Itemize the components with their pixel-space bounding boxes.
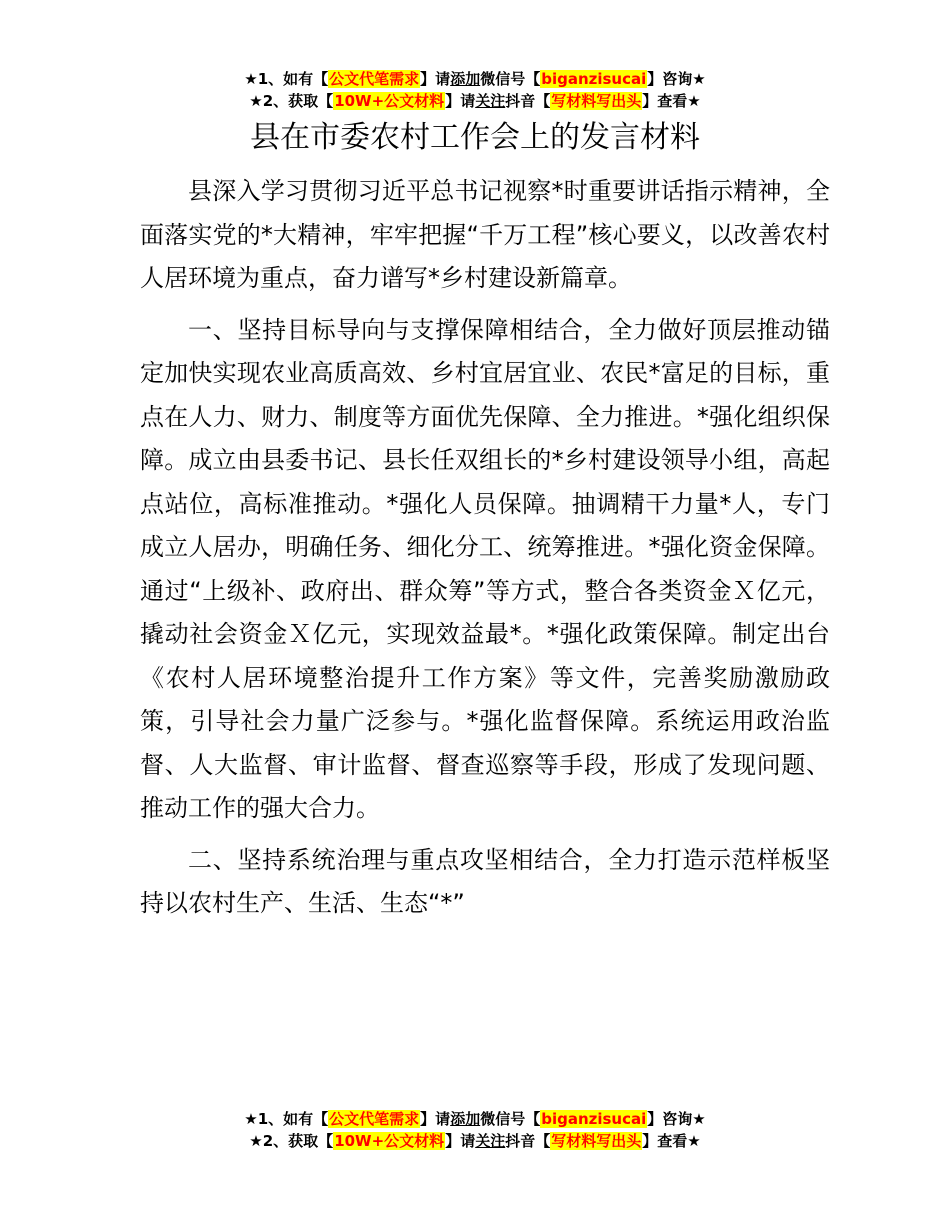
banner-highlight: 写材料写出头	[551, 92, 642, 110]
banner-underline: 添加	[450, 70, 481, 88]
banner-text: 】咨询★	[647, 70, 706, 88]
document-title: 县在市委农村工作会上的发言材料	[250, 120, 700, 155]
banner-line-1	[0, 68, 950, 90]
paragraph-section-1: 一、坚持目标导向与支撑保障相结合，全力做好顶层推动锚定加快实现农业高质高效、乡村宜居宜业、农民*富足的目标，重点在人力、财力、制度等方面优先保障、全力推进。*强化组织保障。成立由县委书记、县长任双组长的*乡村建设领导小组，高起点站位，高标准推动。*强化人员保障。抽调精干力量*人，专门成立人居办，明确任务、细化分工、统筹推进。*强化资金保障。通过“上级补、政府出、群众筹”等方式，整合各类资金Ｘ亿元，撬动社会资金Ｘ亿元，实现效益最*。*强化政策保障。制定出台《农村人居环境整治提升工作方案》等文件，完善奖励激励政策，引导社会力量广泛参与。*强化监督保障。系统运用政治监督、人大监督、审计监督、督查巡察等手段，形成了发现问题、推动工作的强大合力。	[140, 315, 830, 822]
banner-text: 】请	[445, 92, 476, 110]
banner-underline: 关注	[475, 92, 506, 110]
banner-text: 抖音【	[505, 1132, 551, 1150]
banner-highlight: 公文代笔需求	[329, 70, 420, 88]
paragraph-section-2: 二、坚持系统治理与重点攻坚相结合，全力打造示范样板坚持以农村生产、生活、生态“*”	[140, 845, 830, 917]
banner-line-2	[0, 1130, 950, 1152]
banner-text: 微信号【	[480, 1110, 541, 1128]
banner-highlight: 10W+公文材料	[334, 1132, 445, 1150]
banner-highlight: 写材料写出头	[551, 1132, 642, 1150]
banner-text: 】请	[420, 1110, 451, 1128]
banner-text: ★1、如有【	[244, 1110, 329, 1128]
banner-text: 】查看★	[642, 1132, 701, 1150]
banner-text: 】咨询★	[647, 1110, 706, 1128]
document-body	[140, 170, 830, 934]
banner-highlight: 10W+公文材料	[334, 92, 445, 110]
banner-text: 】请	[445, 1132, 476, 1150]
banner-underline: 添加	[450, 1110, 481, 1128]
banner-text: ★2、获取【	[249, 92, 334, 110]
footer-banner	[0, 1108, 950, 1152]
banner-line-1	[0, 1108, 950, 1130]
banner-text: 】请	[420, 70, 451, 88]
banner-highlight: biganzisucai	[541, 70, 647, 88]
header-banner	[0, 68, 950, 112]
banner-text: 】查看★	[642, 92, 701, 110]
banner-line-2	[0, 90, 950, 112]
paragraph-intro: 县深入学习贯彻习近平总书记视察*时重要讲话指示精神，全面落实党的*大精神，牢牢把握“千万工程”核心要义，以改善农村人居环境为重点，奋力谱写*乡村建设新篇章。	[140, 177, 830, 292]
banner-text: ★2、获取【	[249, 1132, 334, 1150]
banner-underline: 关注	[475, 1132, 506, 1150]
banner-highlight: biganzisucai	[541, 1110, 647, 1128]
banner-highlight: 公文代笔需求	[329, 1110, 420, 1128]
banner-text: 微信号【	[480, 70, 541, 88]
banner-text: 抖音【	[505, 92, 551, 110]
banner-text: ★1、如有【	[244, 70, 329, 88]
